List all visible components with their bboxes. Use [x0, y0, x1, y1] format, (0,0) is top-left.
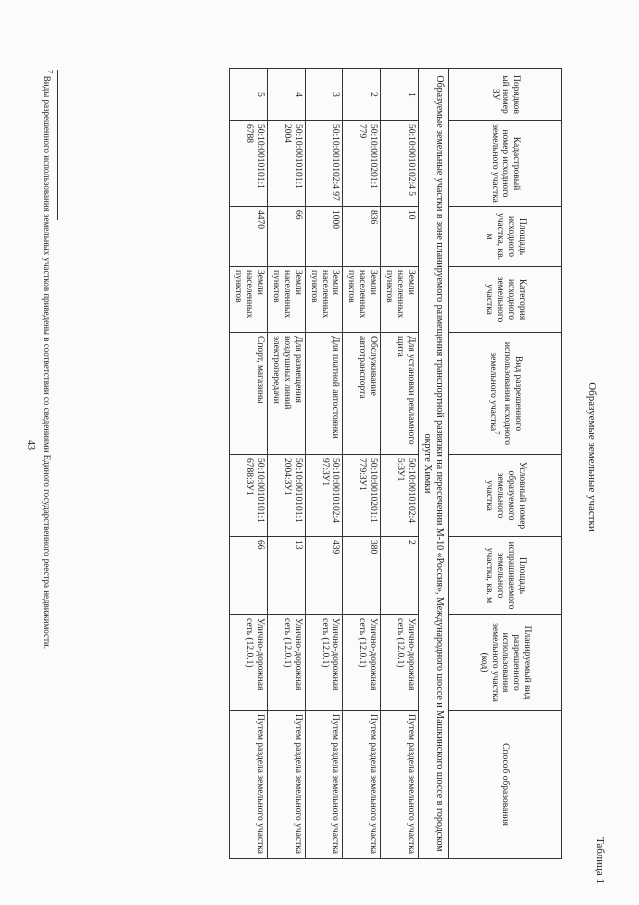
- cell-cadastral: 50:10:0010101:1 6788: [230, 121, 268, 207]
- cell-category: Земли населенных пунктов: [267, 267, 305, 333]
- footnote-text: Виды разрешенного использования земельных участков приведены в соответствии со сведениями Единого государственного реестра недвижимости.: [42, 73, 52, 649]
- cell-cadastral: 50:10:0010102:4 5: [381, 121, 419, 207]
- zone-row: [419, 69, 449, 859]
- table-row: [230, 69, 268, 859]
- cell-cadastral: 50:10:0010102:4 97: [305, 121, 343, 207]
- col-header-planned: Планируемый вид разрешенного использования земельного участка (код): [449, 615, 562, 711]
- col-header-use-text: Вид разрешенного использования исходного земельного участка: [487, 341, 523, 446]
- cell-planned: Улично-дорожная сеть (12.0.1): [343, 615, 381, 711]
- table-row: [305, 69, 343, 859]
- cell-use: Обслуживание автотранспорта: [343, 333, 381, 455]
- cell-src-area: 10: [381, 207, 419, 267]
- cell-planned: Улично-дорожная сеть (12.0.1): [305, 615, 343, 711]
- cell-cond-num: 50:10:0010101:1 2004:ЗУ1: [267, 455, 305, 537]
- cell-use: Для установки рекламного щита: [381, 333, 419, 455]
- header-row: [449, 69, 562, 859]
- page-number: 43: [25, 440, 36, 450]
- cell-method: Путем раздела земельного участка: [230, 711, 268, 859]
- footnote-divider: [57, 70, 58, 220]
- col-header-num: Порядковый номер ЗУ: [449, 69, 562, 121]
- cell-req-area: 380: [343, 537, 381, 615]
- footnote: [42, 70, 54, 649]
- cell-req-area: 439: [305, 537, 343, 615]
- cell-category: Земли населенных пунктов: [381, 267, 419, 333]
- table-row: [343, 69, 381, 859]
- footnote-mark: 7: [46, 70, 54, 74]
- col-header-category: Категория исходного земельного участка: [449, 267, 562, 333]
- table-label: Таблица 1: [594, 836, 606, 884]
- cell-cond-num: 50:10:0010201:1 779:ЗУ1: [343, 455, 381, 537]
- cell-num: 2: [343, 69, 381, 121]
- rotated-sheet: [6, 22, 606, 892]
- zone-title: Образуемые земельные участки в зоне планируемого размещения транспортной развязки на пересечении М-10 «Россия», Международного шоссе и Машкинского шоссе в городском округе Химки: [419, 69, 449, 859]
- cell-category: Земли населенных пунктов: [230, 267, 268, 333]
- parcels-table: [229, 68, 562, 859]
- col-header-cond-num: Условный номер образуемого земельного участка: [449, 455, 562, 537]
- col-header-cadastral: Кадастровый номер исходного земельного участка: [449, 121, 562, 207]
- cell-src-area: 1000: [305, 207, 343, 267]
- cell-planned: Улично-дорожная сеть (12.0.1): [267, 615, 305, 711]
- cell-method: Путем раздела земельного участка: [267, 711, 305, 859]
- col-header-src-area: Площадь исходного участка, кв. м: [449, 207, 562, 267]
- cell-num: 3: [305, 69, 343, 121]
- cell-use: Для размещения воздушных линий электропередачи: [267, 333, 305, 455]
- cell-cadastral: 50:10:0010201:1 779: [343, 121, 381, 207]
- cell-category: Земли населенных пунктов: [305, 267, 343, 333]
- cell-src-area: 4470: [230, 207, 268, 267]
- cell-category: Земли населенных пунктов: [343, 267, 381, 333]
- cell-src-area: 66: [267, 207, 305, 267]
- cell-num: 5: [230, 69, 268, 121]
- cell-cond-num: 50:10:0010102:4 5:ЗУ1: [381, 455, 419, 537]
- cell-num: 4: [267, 69, 305, 121]
- table-row: [381, 69, 419, 859]
- cell-cond-num: 50:10:0010101:1 6788:ЗУ1: [230, 455, 268, 537]
- cell-src-area: 836: [343, 207, 381, 267]
- cell-method: Путем раздела земельного участка: [343, 711, 381, 859]
- cell-planned: Улично-дорожная сеть (12.0.1): [230, 615, 268, 711]
- cell-method: Путем раздела земельного участка: [381, 711, 419, 859]
- cell-num: 1: [381, 69, 419, 121]
- table-caption: Образуемые земельные участки: [586, 382, 598, 532]
- cell-use: Спорт, магазины: [230, 333, 268, 455]
- cell-cadastral: 50:10:0010101:1 2004: [267, 121, 305, 207]
- cell-cond-num: 50:10:0010102:4 97:ЗУ1: [305, 455, 343, 537]
- cell-use: Для платной автостоянки: [305, 333, 343, 455]
- cell-method: Путем раздела земельного участка: [305, 711, 343, 859]
- col-header-req-area: Площадь испрашиваемого земельного участка, кв. м: [449, 537, 562, 615]
- cell-planned: Улично-дорожная сеть (12.0.1): [381, 615, 419, 711]
- table-row: [267, 69, 305, 859]
- cell-req-area: 66: [230, 537, 268, 615]
- cell-req-area: 13: [267, 537, 305, 615]
- footnote-ref: 7: [493, 431, 502, 435]
- col-header-method: Способ образования: [449, 711, 562, 859]
- cell-req-area: 2: [381, 537, 419, 615]
- col-header-use: [449, 333, 562, 455]
